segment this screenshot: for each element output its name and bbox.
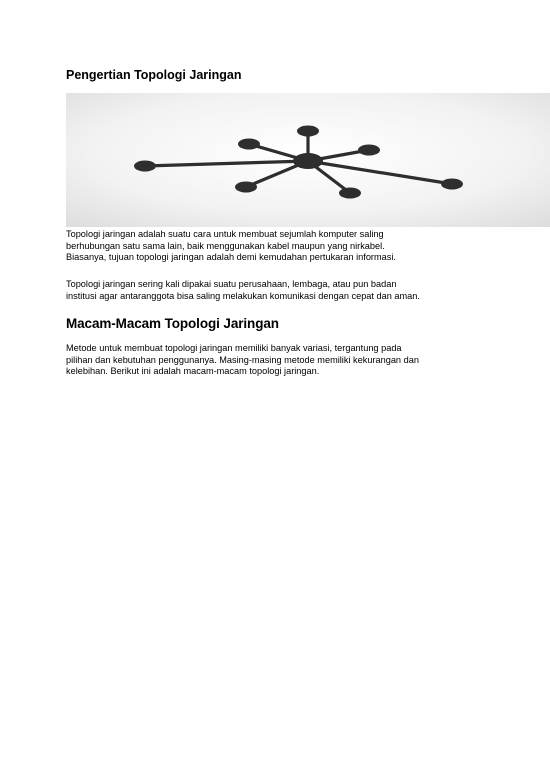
text-line: institusi agar antaranggota bisa saling melakukan komunikasi dengan cepat dan aman. [66, 290, 420, 301]
node-upper-right [358, 145, 380, 156]
star-network-topology-image [66, 93, 550, 227]
node-lower-left [235, 182, 257, 193]
section-title-pengertian: Pengertian Topologi Jaringan [66, 68, 242, 82]
text-line: Biasanya, tujuan topologi jaringan adalah demi kemudahan pertukaran informasi. [66, 252, 396, 263]
text-line: pilihan dan kebutuhan penggunanya. Masing-masing metode memiliki kekurangan dan [66, 354, 419, 365]
node-upper-left [238, 139, 260, 150]
node-right [441, 179, 463, 190]
text-line: kelebihan. Berikut ini adalah macam-macam topologi jaringan. [66, 366, 320, 377]
star-network-topology-icon [66, 93, 550, 227]
text-line: Topologi jaringan sering kali dipakai suatu perusahaan, lembaga, atau pun badan [66, 279, 397, 289]
text-line: Topologi jaringan adalah suatu cara untuk membuat sejumlah komputer saling [66, 229, 384, 239]
node-left [134, 161, 156, 172]
text-line: berhubungan satu sama lain, baik menggunakan kabel maupun yang nirkabel. [66, 240, 385, 251]
section-title-macam: Macam-Macam Topologi Jaringan [66, 316, 279, 331]
paragraph-variations [66, 343, 486, 378]
node-lower-right [339, 188, 361, 199]
paragraph-definition [66, 229, 486, 264]
node-top [297, 126, 319, 137]
text-line: Metode untuk membuat topologi jaringan memiliki banyak variasi, tergantung pada [66, 343, 402, 353]
hub-node [293, 153, 323, 169]
paragraph-usage [66, 279, 486, 302]
